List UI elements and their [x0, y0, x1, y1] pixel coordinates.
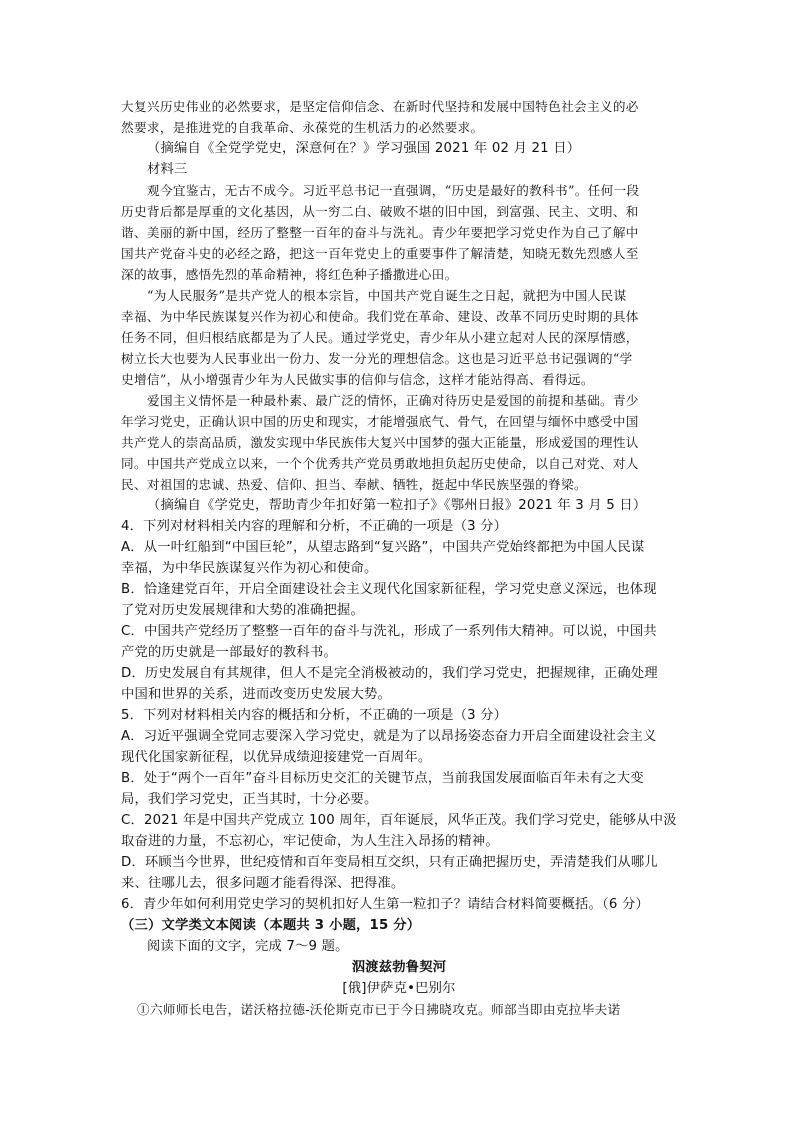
paragraph-line: 史增信”，从小增强青少年为人民做实事的信仰与信念，这样才能站得高、看得远。	[121, 372, 594, 387]
story-paragraph: ①六师师长电告，诺沃格拉德-沃伦斯克市已于今日拂晓攻克。师部当即由克拉毕夫诺	[137, 1002, 621, 1017]
question-5-option: C．2021 年是中国共产党成立 100 周年，百年诞辰，风华正茂。我们学习党史，能够从中汲	[121, 813, 677, 828]
paragraph-line: 民、对祖国的忠诚、热爱、信仰、担当、奉献、牺牲，挺起中华民族坚强的脊梁。	[121, 477, 587, 492]
paragraph-line: 观今宜鉴古，无古不成今。习近平总书记一直强调，“历史是最好的教科书”。任何一段	[147, 183, 640, 198]
question-4-stem: 4．下列对材料相关内容的理解和分析，不正确的一项是（3 分）	[121, 519, 508, 534]
source-citation: （摘编自《全党学党史，深意何在？》学习强国 2021 年 02 月 21 日）	[147, 141, 581, 156]
question-4-option: 产党的历史就是一部最好的教科书。	[121, 645, 337, 660]
story-author: [俄]伊萨克•巴别尔	[342, 981, 456, 996]
paragraph-line: 树立长大也要为人民事业出一份力、发一分光的理想信念。这也是习近平总书记强调的“学	[121, 351, 633, 366]
question-4-option: 中国和世界的关系，进而改变历史发展大势。	[121, 687, 391, 702]
paragraph-line: 谐、美丽的新中国，经历了整整一百年的奋斗与洗礼。青少年要把学习党史作为自己了解中	[121, 225, 639, 240]
material-heading: 材料三	[147, 162, 188, 177]
paragraph-line: 国共产党奋斗史的必经之路，把这一百年党史上的重要事件了解清楚，知晓无数先烈感人至	[121, 246, 639, 261]
question-4-option: 了党对历史发展规律和大势的准确把握。	[121, 603, 364, 618]
paragraph-line: 任务不同，但归根结底都是为了人民。通过学党史，青少年从小建立起对人民的深厚情感，	[121, 330, 639, 345]
story-title: 泅渡兹勃鲁契河	[351, 960, 447, 975]
passage-line: 然要求，是推进党的自我革命、永葆党的生机活力的必然要求。	[121, 120, 484, 135]
instruction: 阅读下面的文字，完成 7～9 题。	[147, 939, 349, 954]
paragraph-line: 幸福、为中华民族谋复兴作为初心和使命。我们党在革命、建设、改革不同历史时期的具体	[121, 309, 639, 324]
paragraph-line: “为人民服务”是共产党人的根本宗旨，中国共产党自诞生之日起，就把为中国人民谋	[147, 288, 627, 303]
question-5-option: B．处于“两个一百年”奋斗目标历史交汇的关键节点，当前我国发展面临百年未有之大变	[121, 771, 644, 786]
paragraph-line: 年学习党史，正确认识中国的历史和现实，才能增强底气、骨气，在回望与缅怀中感受中国	[121, 414, 639, 429]
question-5-stem: 5．下列对材料相关内容的概括和分析，不正确的一项是（3 分）	[121, 708, 508, 723]
passage-line: 大复兴历史伟业的必然要求，是坚定信仰信念、在新时代坚持和发展中国特色社会主义的必	[121, 99, 639, 114]
question-4-option: C．中国共产党经历了整整一百年的奋斗与洗礼，形成了一系列伟大精神。可以说，中国共	[121, 624, 657, 639]
paragraph-line: 共产党人的崇高品质，激发实现中华民族伟大复兴中国梦的强大正能量，形成爱国的理性认	[121, 435, 639, 450]
paragraph-line: 深的故事，感悟先烈的革命精神，将红色种子播撒进心田。	[121, 267, 458, 282]
question-4-option: D．历史发展自有其规律，但人不是完全消极被动的，我们学习党史，把握规律，正确处理	[121, 666, 658, 681]
question-4-option: B．恰逢建党百年，开启全面建设社会主义现代化国家新征程，学习党史意义深远，也体现	[121, 582, 657, 597]
question-5-option: 局，我们学习党史，正当其时，十分必要。	[121, 792, 378, 807]
question-5-option: D．环顾当今世界，世纪疫情和百年变局相互交织，只有正确把握历史，弄清楚我们从哪儿	[121, 855, 658, 870]
paragraph-line: 同。中国共产党成立以来，一个个优秀共产党员勇敢地担负起历史使命，以自己对党、对人	[121, 456, 639, 471]
question-4-option: A．从一叶红船到“中国巨轮”，从望志路到“复兴路”，中国共产党始终都把为中国人民谋	[121, 540, 645, 555]
source-citation: （摘编自《学党史，帮助青少年扣好第一粒扣子》《鄂州日报》2021 年 3 月 5 日）	[147, 498, 647, 513]
question-6: 6．青少年如何利用党史学习的契机扣好人生第一粒扣子？请结合材料简要概括。（6 分）	[121, 897, 649, 912]
paragraph-line: 历史背后都是厚重的文化基因，从一穷二白、破败不堪的旧中国，到富强、民主、文明、和	[121, 204, 639, 219]
paragraph-line: 爱国主义情怀是一种最朴素、最广泛的情怀，正确对待历史是爱国的前提和基础。青少	[147, 393, 639, 408]
question-5-option: 来、往哪儿去，很多问题才能看得深、把得准。	[121, 876, 405, 891]
question-5-option: A．习近平强调全党同志要深入学习党史，就是为了以昂扬姿态奋力开启全面建设社会主义	[121, 729, 657, 744]
section-heading: （三）文学类文本阅读（本题共 3 小题，15 分）	[121, 918, 421, 933]
question-5-option: 现代化国家新征程，以优异成绩迎接建党一百周年。	[121, 750, 432, 765]
question-5-option: 取奋进的力量，不忘初心，牢记使命，为人生注入昂扬的精神。	[121, 834, 499, 849]
question-4-option: 幸福，为中华民族谋复兴作为初心和使命。	[121, 561, 378, 576]
